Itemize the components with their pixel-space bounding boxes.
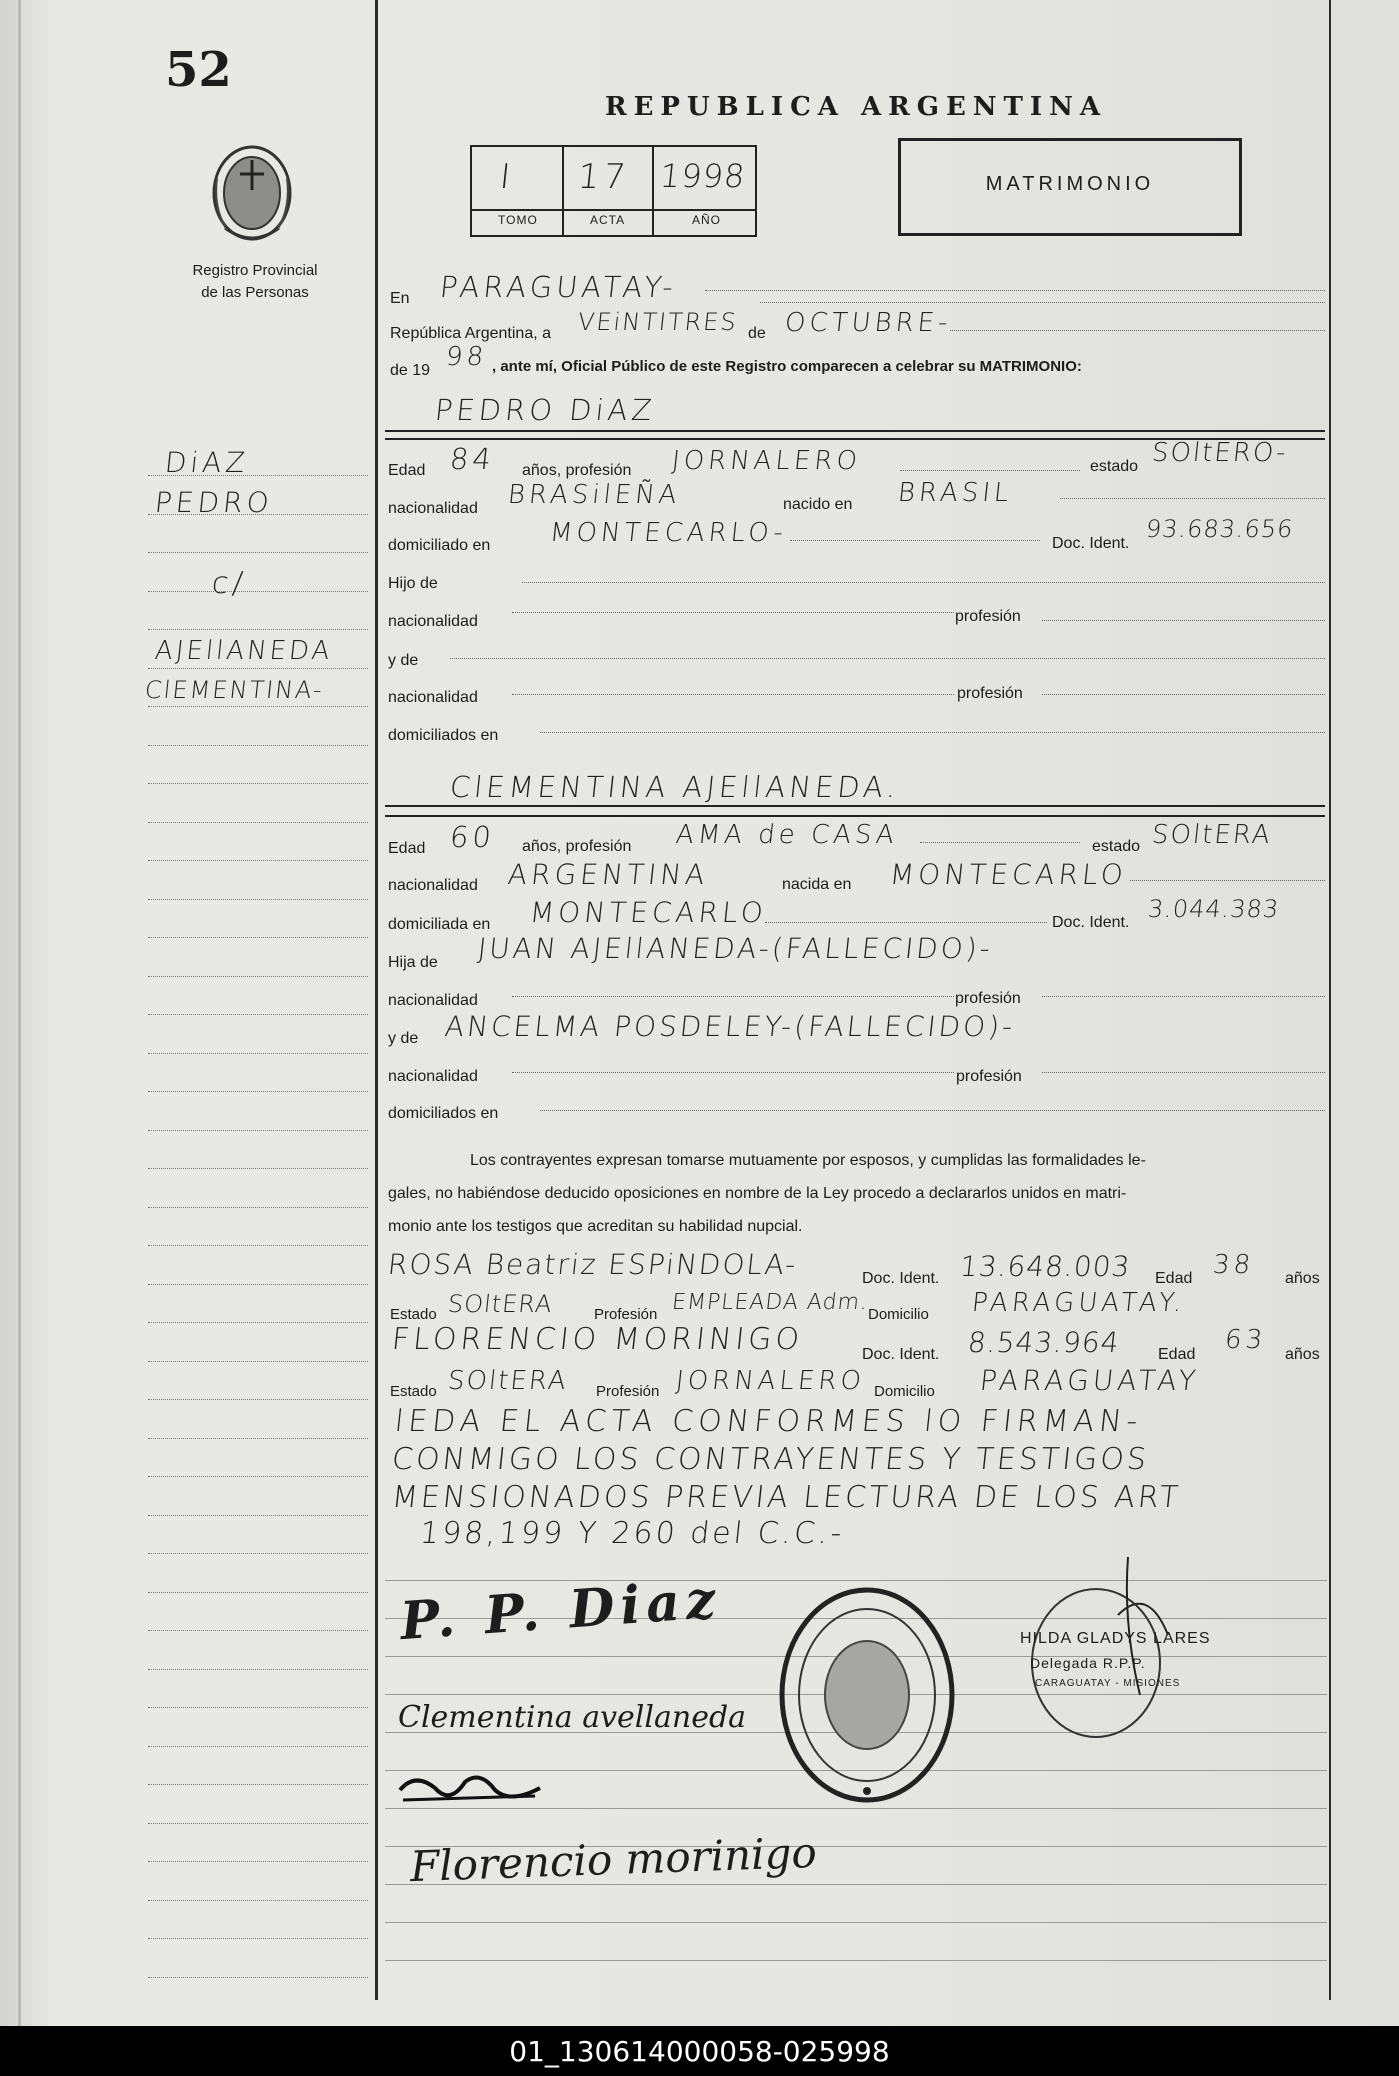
witness1-name: ROSA Beatriz ESPiNDOLA- — [386, 1248, 800, 1281]
en-label: En — [390, 290, 410, 307]
declaration-line-3: monio ante los testigos que acreditan su habilidad nupcial. — [388, 1218, 803, 1235]
place-value: PARAGUATAY- — [438, 270, 679, 304]
bride-prof1-label: profesión — [955, 990, 1021, 1007]
acta-value: 17 — [575, 157, 632, 197]
official-round-seal — [775, 1585, 960, 1805]
bride-domicilio-value: MONTECARLO — [528, 896, 769, 929]
bride-edad-value: 60 — [448, 820, 497, 854]
groom-nacionalidad-value: BRASilEÑA — [506, 480, 683, 510]
margin-name-bride: ClEMENTINA- — [143, 676, 326, 704]
groom-estado-label: estado — [1090, 458, 1139, 475]
groom-estado-value: SOltERO- — [1150, 438, 1290, 468]
witness2-estado-value: SOltERA — [446, 1366, 570, 1396]
margin-ruled-line — [148, 706, 368, 707]
groom-doc-label: Doc. Ident. — [1052, 535, 1130, 552]
margin-ruled-line — [148, 1130, 368, 1131]
groom-doc-value: 93.683.656 — [1144, 515, 1295, 543]
registry-line-2: de las Personas — [201, 284, 309, 301]
margin-ruled-line — [148, 1592, 368, 1593]
witness1-estado-label: Estado — [390, 1306, 437, 1323]
witness1-anos-label: años — [1285, 1270, 1320, 1287]
witness2-anos-label: años — [1285, 1346, 1320, 1363]
bride-full-name: ClEMENTINA AJEllANEDA. — [448, 770, 902, 804]
signature-groom: P. P. Diaz — [398, 1568, 724, 1653]
groom-domiciliados-label: domiciliados en — [388, 727, 499, 744]
groom-yde-label: y de — [388, 652, 419, 669]
declaration-line-2: gales, no habiéndose deducido oposiciones en nombre de la Ley procedo a declararlos unidos en matri- — [388, 1185, 1127, 1202]
bride-profesion-label: años, profesión — [522, 838, 632, 855]
bride-prof2-label: profesión — [956, 1068, 1022, 1085]
ano-label: AÑO — [692, 213, 722, 227]
margin-ruled-line — [148, 1515, 368, 1516]
margin-ruled-line — [148, 668, 368, 669]
margin-ruled-line — [148, 1746, 368, 1747]
groom-nac2-label: nacionalidad — [388, 689, 478, 706]
intro-statement: , ante mí, Oficial Público de este Registro comparecen a celebrar su MATRIMONIO: — [492, 358, 1082, 375]
groom-nacido-value: BRASIL — [896, 478, 1015, 508]
groom-nacido-label: nacido en — [783, 496, 853, 513]
groom-edad-value: 84 — [448, 442, 497, 476]
margin-ruled-line — [148, 591, 368, 592]
margin-ruled-line — [148, 1630, 368, 1631]
margin-ruled-line — [148, 1284, 368, 1285]
witness2-edad-label: Edad — [1158, 1346, 1196, 1363]
ruled-line — [385, 1922, 1327, 1923]
margin-ruled-line — [148, 1091, 368, 1092]
margin-ruled-line — [148, 1361, 368, 1362]
bride-nac1-label: nacionalidad — [388, 992, 478, 1009]
margin-ruled-line — [148, 860, 368, 861]
declaration-line-1: Los contrayentes expresan tomarse mutuamente por esposos, y cumplidas las formalidades le- — [470, 1152, 1146, 1169]
margin-surname-bride: AJEllANEDA — [153, 636, 334, 666]
official-stamp-line-3: CARAGUATAY - MISIONES — [1035, 1678, 1181, 1689]
acta-label: ACTA — [590, 213, 626, 227]
margin-ruled-line — [148, 976, 368, 977]
bride-edad-label: Edad — [388, 840, 426, 857]
margin-separator-line — [375, 0, 378, 2000]
margin-surname-groom: DiAZ — [163, 446, 251, 479]
witness1-profesion-label: Profesión — [594, 1306, 658, 1323]
groom-domicilio-label: domiciliado en — [388, 537, 491, 554]
margin-ruled-line — [148, 1245, 368, 1246]
closing-line-3: MENSIONADOS PREVIA LECTURA DE LOS ART — [390, 1480, 1183, 1515]
margin-ruled-line — [148, 822, 368, 823]
ruled-line — [385, 1580, 1327, 1581]
groom-prof2-label: profesión — [957, 685, 1023, 702]
witness1-profesion-value: EMPLEADA Adm. — [670, 1290, 870, 1315]
record-number-box — [470, 145, 757, 237]
margin-ruled-line — [148, 552, 368, 553]
margin-ruled-line — [148, 1399, 368, 1400]
margin-ruled-line — [148, 1168, 368, 1169]
witness1-edad-value: 38 — [1211, 1250, 1256, 1280]
margin-ruled-line — [148, 1707, 368, 1708]
witness2-domicilio-label: Domicilio — [874, 1383, 935, 1400]
margin-ruled-line — [148, 1977, 368, 1978]
tomo-label: TOMO — [498, 213, 538, 227]
bride-estado-label: estado — [1092, 838, 1141, 855]
witness2-profesion-value: JORNALERO — [674, 1366, 867, 1396]
bride-nacido-value: MONTECARLO — [888, 858, 1129, 891]
margin-connector: c/ — [210, 566, 249, 601]
margin-ruled-line — [148, 514, 368, 515]
groom-nac1-label: nacionalidad — [388, 613, 478, 630]
groom-edad-label: Edad — [388, 462, 426, 479]
witness2-estado-label: Estado — [390, 1383, 437, 1400]
witness2-profesion-label: Profesión — [596, 1383, 660, 1400]
bride-doc-value: 3.044.383 — [1146, 895, 1281, 923]
right-frame-line — [1329, 0, 1331, 2000]
margin-ruled-line — [148, 1014, 368, 1015]
witness1-estado-value: SOltERA — [446, 1290, 554, 1318]
bride-nacido-label: nacida en — [782, 876, 852, 893]
margin-ruled-line — [148, 629, 368, 630]
bride-nacionalidad-label: nacionalidad — [388, 877, 478, 894]
margin-ruled-line — [148, 937, 368, 938]
margin-ruled-line — [148, 899, 368, 900]
groom-nacionalidad-label: nacionalidad — [388, 500, 478, 517]
margin-ruled-line — [148, 783, 368, 784]
republica-label: República Argentina, a — [390, 325, 551, 342]
margin-ruled-line — [148, 1207, 368, 1208]
margin-ruled-line — [148, 475, 368, 476]
signature-witness-2: Florencio morinigo — [409, 1827, 818, 1892]
coat-of-arms-emblem — [205, 138, 300, 248]
closing-line-4: 198,199 Y 260 del C.C.- — [418, 1516, 847, 1551]
month-value: OCTUBRE- — [783, 308, 954, 338]
bride-profesion-value: AMA de CASA — [674, 820, 900, 850]
margin-ruled-line — [148, 1438, 368, 1439]
margin-ruled-line — [148, 1669, 368, 1670]
groom-hijo-label: Hijo de — [388, 575, 438, 592]
country-title: REPUBLICA ARGENTINA — [605, 92, 1108, 122]
witness2-doc-value: 8.543.964 — [966, 1326, 1122, 1359]
margin-ruled-line — [148, 1938, 368, 1939]
bride-domicilio-label: domiciliada en — [388, 916, 491, 933]
witness2-edad-value: 63 — [1223, 1325, 1268, 1355]
bride-yde-value: ANCELMA POSDELEY-(FALLECIDO)- — [443, 1010, 1017, 1043]
official-stamp-line-2: Delegada R.P.P. — [1030, 1655, 1146, 1671]
margin-ruled-line — [148, 1053, 368, 1054]
signature-witness-1 — [395, 1770, 545, 1810]
document-id-footer — [0, 2026, 1399, 2076]
witness2-domicilio-value: PARAGUATAY — [978, 1364, 1202, 1397]
ruled-line — [385, 1960, 1327, 1961]
witness2-name: FLORENCIO MORINIGO — [390, 1322, 805, 1357]
bride-estado-value: SOltERA — [1150, 820, 1274, 850]
bride-doc-label: Doc. Ident. — [1052, 914, 1130, 931]
margin-ruled-line — [148, 1823, 368, 1824]
groom-full-name: PEDRO DiAZ — [433, 393, 658, 427]
footer-id: 01_130614000058-025998 — [509, 2034, 890, 2068]
tomo-value: I — [497, 157, 517, 197]
witness1-edad-label: Edad — [1155, 1270, 1193, 1287]
margin-name-groom: PEDRO — [153, 486, 275, 519]
witness1-doc-label: Doc. Ident. — [862, 1270, 940, 1287]
bride-nacionalidad-value: ARGENTINA — [506, 858, 711, 891]
bride-hija-value: JUAN AJEllANEDA-(FALLECIDO)- — [476, 932, 995, 965]
bride-hija-label: Hija de — [388, 954, 438, 971]
groom-profesion-label: años, profesión — [522, 462, 632, 479]
page-number: 52 — [165, 42, 232, 98]
day-value: VEiNTITRES — [576, 308, 740, 336]
act-type-box — [898, 138, 1242, 236]
witness1-domicilio-value: PARAGUATAY. — [970, 1288, 1188, 1318]
bride-domiciliados-label: domiciliados en — [388, 1105, 499, 1122]
margin-ruled-line — [148, 1553, 368, 1554]
margin-ruled-line — [148, 1861, 368, 1862]
official-stamp-line-1: HILDA GLADYS LARES — [1020, 1630, 1211, 1647]
bride-nac2-label: nacionalidad — [388, 1068, 478, 1085]
witness1-doc-value: 13.648.003 — [958, 1250, 1133, 1283]
margin-ruled-line — [148, 1784, 368, 1785]
witness1-domicilio-label: Domicilio — [868, 1306, 929, 1323]
bride-yde-label: y de — [388, 1030, 419, 1047]
groom-profesion-value: JORNALERO — [670, 446, 863, 476]
ano-value: 1998 — [658, 157, 748, 195]
act-type-label: MATRIMONIO — [985, 173, 1155, 195]
year-suffix-value: 98 — [444, 342, 489, 372]
de19-label: de 19 — [390, 362, 431, 379]
margin-ruled-line — [148, 1476, 368, 1477]
closing-line-2: CONMIGO LOS CONTRAYENTES Y TESTIGOS — [390, 1442, 1151, 1477]
margin-ruled-line — [148, 745, 368, 746]
registry-line-1: Registro Provincial — [192, 262, 318, 279]
margin-ruled-line — [148, 1900, 368, 1901]
witness2-doc-label: Doc. Ident. — [862, 1346, 940, 1363]
margin-ruled-line — [148, 1322, 368, 1323]
groom-domicilio-value: MONTECARLO- — [548, 518, 789, 548]
signature-bride: Clementina avellaneda — [398, 1700, 747, 1735]
left-binding-edge — [18, 0, 21, 2026]
de-label: de — [748, 325, 766, 342]
closing-line-1: lEDA EL ACTA CONFORMES lO FIRMAN- — [393, 1404, 1145, 1439]
groom-prof1-label: profesión — [955, 608, 1021, 625]
